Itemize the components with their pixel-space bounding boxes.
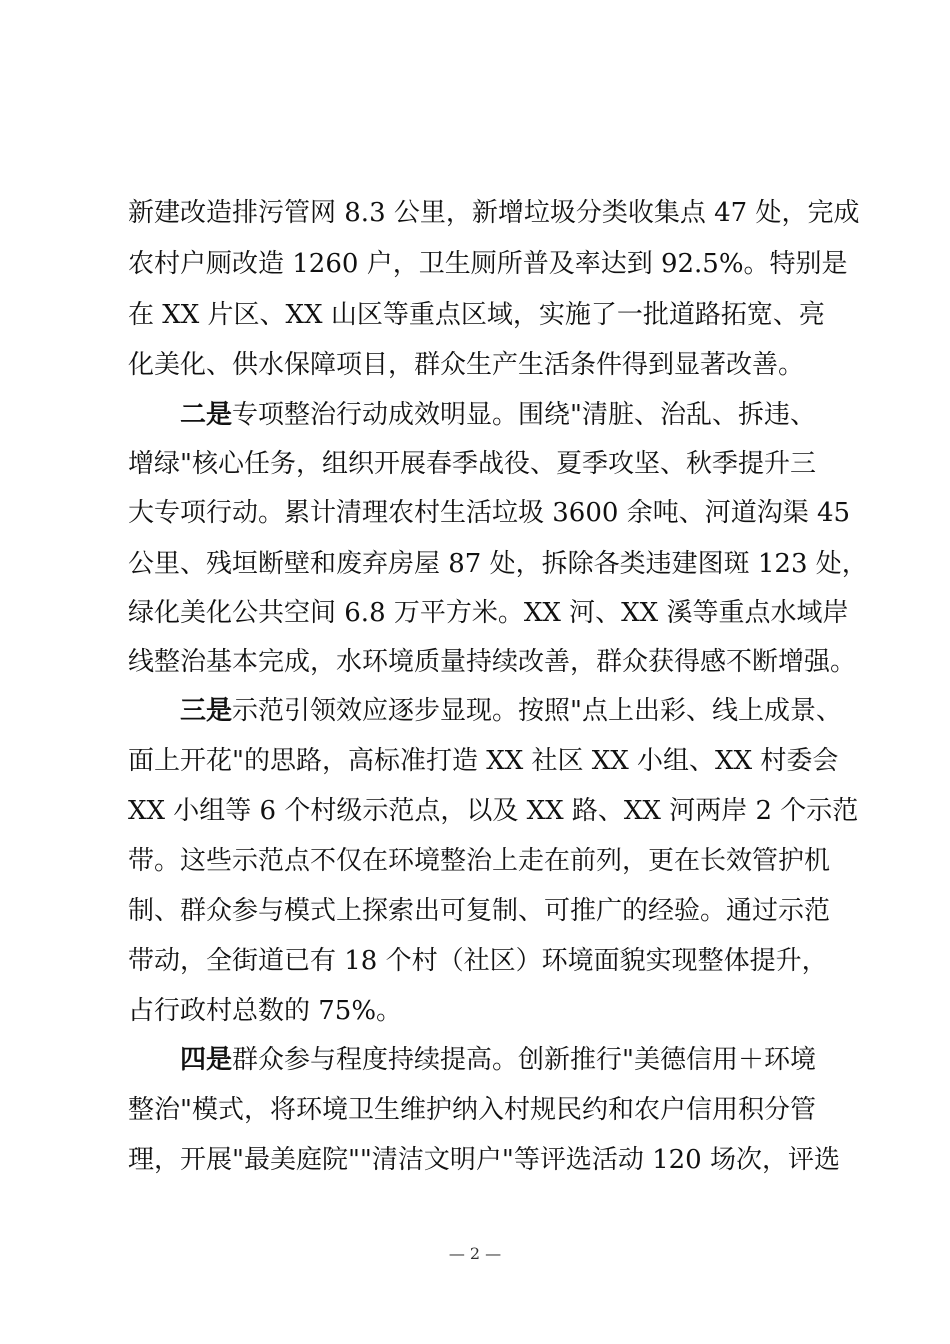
paragraph-2-line-5: 绿化美化公共空间 6.8 万平方米。XX 河、XX 溪等重点水域岸 [128,598,849,628]
paragraph-4-line-2: 整治"模式，将环境卫生维护纳入村规民约和农户信用积分管 [128,1095,816,1125]
paragraph-3-lead: 三是 [180,696,233,726]
paragraph-3-line-5: 制、群众参与模式上探索出可复制、可推广的经验。通过示范 [128,896,831,926]
paragraph-4-line-3: 理，开展"最美庭院""清洁文明户"等评选活动 120 场次，评选 [128,1145,840,1175]
paragraph-2-lead: 二是 [180,400,233,430]
paragraph-2-first-text: 专项整治行动成效明显。围绕"清脏、治乱、拆违、 [232,400,816,430]
paragraph-4-lead: 四是 [180,1045,233,1075]
paragraph-3-line-6: 带动，全街道已有 18 个村（社区）环境面貌实现整体提升， [128,946,828,976]
paragraph-3-first-line [180,696,842,726]
paragraph-1-line-4: 化美化、供水保障项目，群众生产生活条件得到显著改善。 [128,350,805,380]
paragraph-1-line-3: 在 XX 片区、XX 山区等重点区域，实施了一批道路拓宽、亮 [128,300,825,330]
paragraph-4-first-line [180,1045,816,1075]
paragraph-3-line-3: XX 小组等 6 个村级示范点，以及 XX 路、XX 河两岸 2 个示范 [128,796,859,826]
paragraph-3-line-7: 占行政村总数的 75%。 [128,996,403,1026]
paragraph-4-first-text: 群众参与程度持续提高。创新推行"美德信用＋环境 [232,1045,816,1075]
paragraph-2-first-line [180,400,816,430]
page-number: — 2 — [448,1244,502,1263]
paragraph-2-line-4: 公里、残垣断壁和废弃房屋 87 处，拆除各类违建图斑 123 处， [128,549,868,579]
paragraph-3-first-text: 示范引领效应逐步显现。按照"点上出彩、线上成景、 [232,696,842,726]
paragraph-2-line-3: 大专项行动。累计清理农村生活垃圾 3600 余吨、河道沟渠 45 [128,498,851,528]
paragraph-2-line-6: 线整治基本完成，水环境质量持续改善，群众获得感不断增强。 [128,647,857,677]
paragraph-3-line-2: 面上开花"的思路，高标准打造 XX 社区 XX 小组、XX 村委会 [128,746,839,776]
paragraph-1-line-2: 农村户厕改造 1260 户，卫生厕所普及率达到 92.5%。特别是 [128,249,848,279]
paragraph-2-line-2: 增绿"核心任务，组织开展春季战役、夏季攻坚、秋季提升三 [128,449,816,479]
paragraph-3-line-4: 带。这些示范点不仅在环境整治上走在前列，更在长效管护机 [128,846,831,876]
paragraph-1-line-1: 新建改造排污管网 8.3 公里，新增垃圾分类收集点 47 处，完成 [128,198,860,228]
